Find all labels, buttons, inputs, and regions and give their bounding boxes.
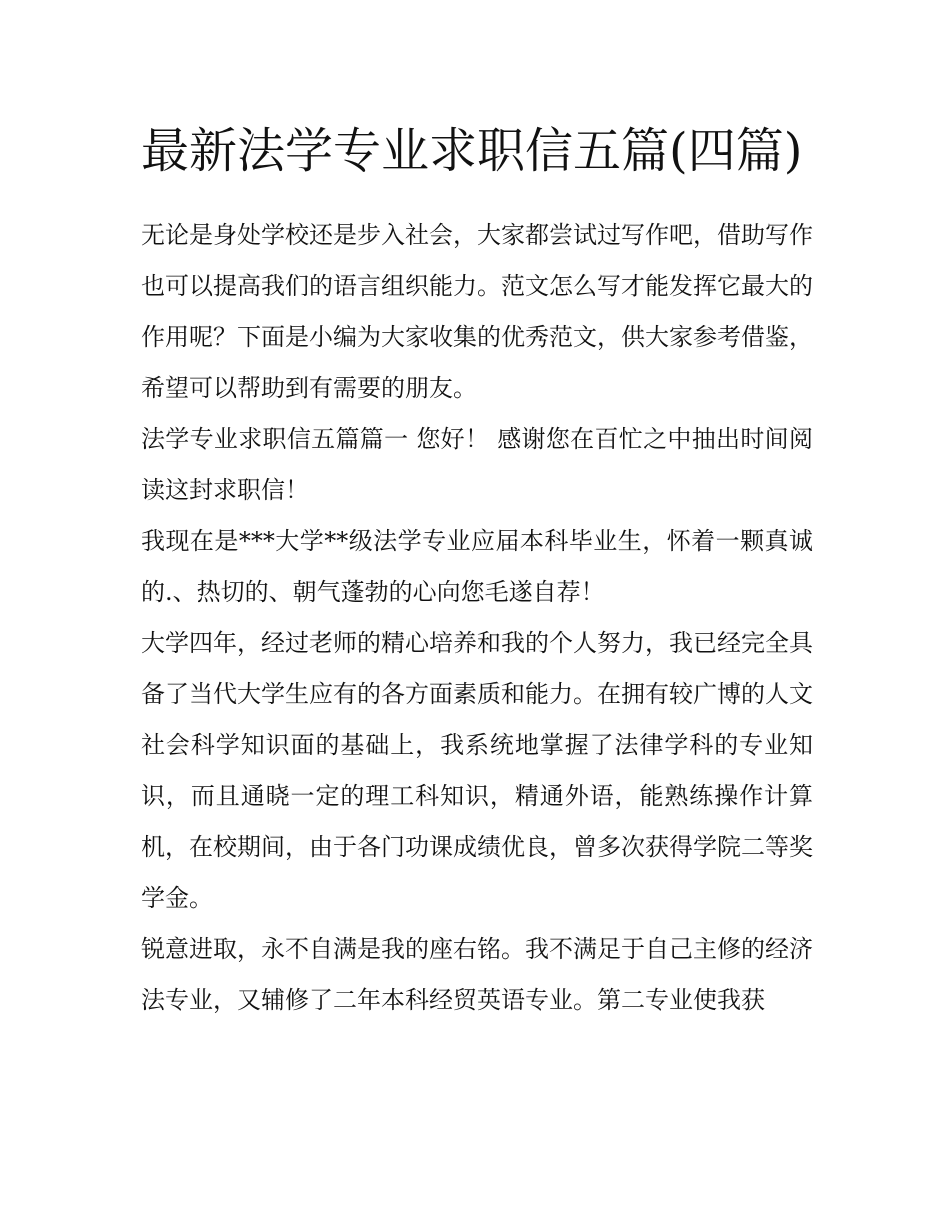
document-body — [141, 210, 813, 1026]
paragraph-motto: 锐意进取，永不自满是我的座右铭。我不满足于自己主修的经济法专业，又辅修了二年本科经贸英语专业。第二专业使我获 — [141, 935, 813, 1014]
document-page — [141, 112, 813, 1026]
document-title: 最新法学专业求职信五篇(四篇) — [141, 123, 803, 179]
paragraph-university-experience: 大学四年，经过老师的精心培养和我的个人努力，我已经完全具备了当代大学生应有的各方面素质和能力。在拥有较广博的人文社会科学知识面的基础上，我系统地掌握了法律学科的专业知识，而且通晓一定的理工科知识，精通外语，能熟练操作计算机，在校期间，由于各门功课成绩优良，曾多次获得学院二等奖学金。 — [141, 629, 813, 912]
paragraph-greeting: 法学专业求职信五篇篇一 您好！ 感谢您在百忙之中抽出时间阅读这封求职信！ — [141, 425, 813, 504]
paragraph-self-introduction: 我现在是***大学**级法学专业应届本科毕业生，怀着一颗真诚的.、热切的、朝气蓬勃的心向您毛遂自荐！ — [141, 527, 813, 606]
paragraph-intro: 无论是身处学校还是步入社会，大家都尝试过写作吧，借助写作也可以提高我们的语言组织能力。范文怎么写才能发挥它最大的作用呢？下面是小编为大家收集的优秀范文，供大家参考借鉴，希望可以帮助到有需要的朋友。 — [141, 221, 813, 402]
